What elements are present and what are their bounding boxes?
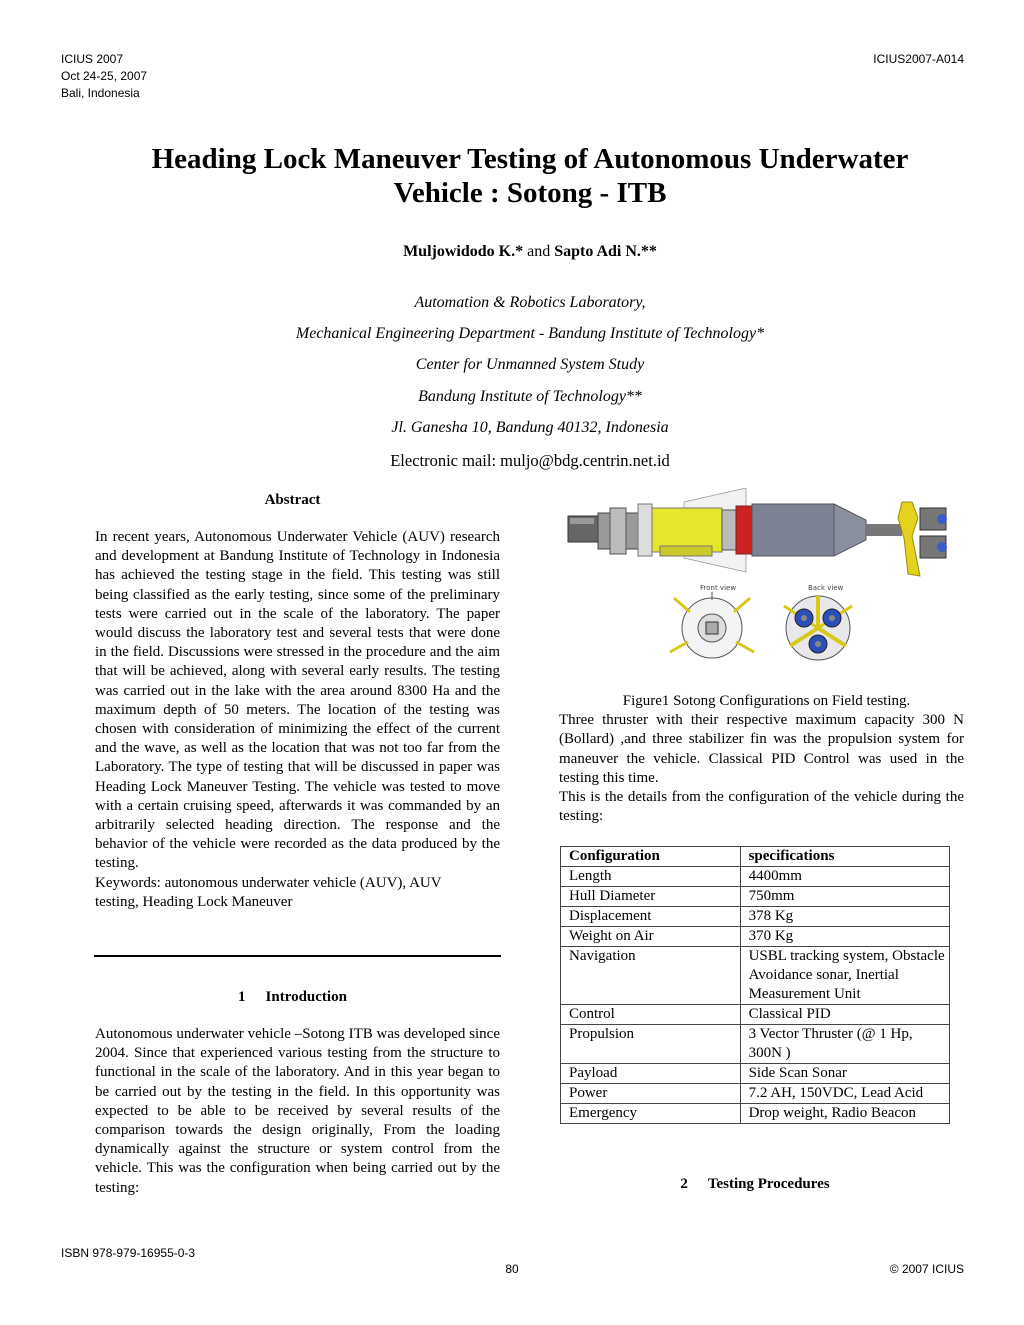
- propulsion-text: Three thruster with their respective maximum capacity 300 N (Bollard) ,and three stabilizer fin was the propulsion system for maneuver the vehicle. Classical PID Control was used in the testing this time.: [559, 712, 964, 786]
- table-row: [561, 867, 950, 887]
- table-cell: Propulsion: [561, 1025, 741, 1064]
- table-row: [561, 1025, 950, 1064]
- table-header-cell: Configuration: [561, 847, 741, 867]
- paper-id: ICIUS2007-A014: [873, 52, 964, 66]
- table-cell: Navigation: [561, 947, 741, 1005]
- affiliation-line: Center for Unmanned System Study: [415, 356, 645, 373]
- configuration-table: [560, 846, 950, 1124]
- table-row: [561, 927, 950, 947]
- affiliation-line: Mechanical Engineering Department - Bandung Institute of Technology*: [295, 325, 765, 342]
- isbn: ISBN 978-979-16955-0-3: [61, 1246, 196, 1260]
- table-cell: 750mm: [740, 887, 949, 907]
- table-cell: USBL tracking system, Obstacle Avoidance sonar, Inertial Measurement Unit: [740, 947, 949, 1005]
- paper-title: [90, 142, 970, 210]
- table-row: [561, 1064, 950, 1084]
- authors-and: and: [523, 243, 555, 260]
- table-cell: Weight on Air: [561, 927, 741, 947]
- table-cell: 378 Kg: [740, 907, 949, 927]
- figure-caption-block: [559, 692, 964, 826]
- table-header-cell: specifications: [740, 847, 949, 867]
- table-cell: Emergency: [561, 1104, 741, 1124]
- keywords-line-1: Keywords: autonomous underwater vehicle (AUV), AUV: [95, 874, 442, 891]
- table-row: [561, 887, 950, 907]
- table-cell: Displacement: [561, 907, 741, 927]
- conference-dates: Oct 24-25, 2007: [61, 69, 148, 83]
- table-row: [561, 907, 950, 927]
- author-1: Muljowidodo K.*: [403, 243, 524, 260]
- section-title: Testing Procedures: [707, 1176, 830, 1192]
- table-row: [561, 947, 950, 1005]
- page-number: 80: [505, 1262, 519, 1276]
- table-cell: 370 Kg: [740, 927, 949, 947]
- affiliation-line: Automation & Robotics Laboratory,: [414, 294, 646, 311]
- table-header-row: [561, 847, 950, 867]
- table-row: [561, 1005, 950, 1025]
- table-cell: Length: [561, 867, 741, 887]
- conference-name: ICIUS 2007: [61, 52, 124, 66]
- abstract-heading: Abstract: [264, 492, 321, 508]
- back-view-label: Back view: [808, 584, 844, 592]
- introduction-heading: [85, 989, 500, 1006]
- table-cell: Classical PID: [740, 1005, 949, 1025]
- auv-side-view: [568, 488, 947, 576]
- introduction-text: Autonomous underwater vehicle –Sotong ITB was developed since 2004. Since that experienced various testing from the structure to functional in the scale of the laboratory. And in this year began to be carried out by the testing in the field. In this opportunity was expected to be able to be received by several results of the comparison towards the design originally, From the loading dynamically against the structure or system control from the vehicle. This was the configuration when being carried out by the testing:: [95, 1026, 500, 1196]
- keywords: [95, 874, 500, 912]
- auv-back-view: [784, 584, 852, 660]
- table-row: [561, 1084, 950, 1104]
- affiliation-line: Bandung Institute of Technology**: [418, 388, 642, 405]
- conference-location: Bali, Indonesia: [61, 86, 140, 100]
- copyright: © 2007 ICIUS: [889, 1262, 964, 1276]
- keywords-line-2: testing, Heading Lock Maneuver: [95, 893, 293, 910]
- configuration-intro-text: This is the details from the configuration of the vehicle during the testing:: [559, 789, 964, 825]
- authors: [0, 243, 1024, 261]
- header-left: [61, 51, 147, 102]
- abstract-section: [95, 492, 500, 912]
- table-cell: Power: [561, 1084, 741, 1104]
- title-line-2: Vehicle : Sotong - ITB: [393, 177, 667, 209]
- table-cell: Drop weight, Radio Beacon: [740, 1104, 949, 1124]
- sotong-auv-figure: [560, 488, 960, 683]
- table-cell: 4400mm: [740, 867, 949, 887]
- email: Electronic mail: muljo@bdg.centrin.net.id: [390, 451, 670, 470]
- table-row: [561, 1104, 950, 1124]
- section-title: Introduction: [265, 989, 347, 1005]
- testing-procedures-heading: [560, 1176, 950, 1193]
- table-cell: Payload: [561, 1064, 741, 1084]
- table-cell: 3 Vector Thruster (@ 1 Hp, 300N ): [740, 1025, 949, 1064]
- section-number: 2: [680, 1176, 688, 1192]
- section-number: 1: [238, 989, 246, 1005]
- affiliation-line: Jl. Ganesha 10, Bandung 40132, Indonesia: [391, 419, 669, 436]
- table-cell: Hull Diameter: [561, 887, 741, 907]
- table-cell: Control: [561, 1005, 741, 1025]
- section-divider: [94, 955, 501, 957]
- table-cell: Side Scan Sonar: [740, 1064, 949, 1084]
- title-line-1: Heading Lock Maneuver Testing of Autonomous Underwater: [151, 143, 909, 175]
- author-2: Sapto Adi N.**: [554, 243, 657, 260]
- auv-front-view: [670, 584, 754, 658]
- abstract-text: In recent years, Autonomous Underwater Vehicle (AUV) research and development at Bandung Institute of Technology in Indonesia has achieved the testing stage in the field. This testing was still being classified as the early testing, since some of the preliminary tests were carried out in the scale of the laboratory. The paper would discuss the laboratory test and several tests that were done in the field. Discussions were stressed in the procedure and the aim that will be achieved, along with several early results. The testing was carried out in the lake with the area around 8300 Ha and the maximum depth of 50 meters. The location of the testing was chosen with consideration of minimizing the effect of the current and the wave, as well as the location that was not too far from the Laboratory. The type of testing that will be discussed in paper was Heading Lock Maneuver Testing. The vehicle was tested to move with a certain cruising speed, afterwards it was commanded by an arbitrarily selected heading direction. The response and the behavior of the vehicle were recorded as the data produced by the testing.: [95, 529, 500, 872]
- introduction-section: [95, 989, 500, 1198]
- table-cell: 7.2 AH, 150VDC, Lead Acid: [740, 1084, 949, 1104]
- front-view-label: Front view: [700, 584, 737, 592]
- figure-caption: Figure1 Sotong Configurations on Field testing.: [622, 693, 911, 709]
